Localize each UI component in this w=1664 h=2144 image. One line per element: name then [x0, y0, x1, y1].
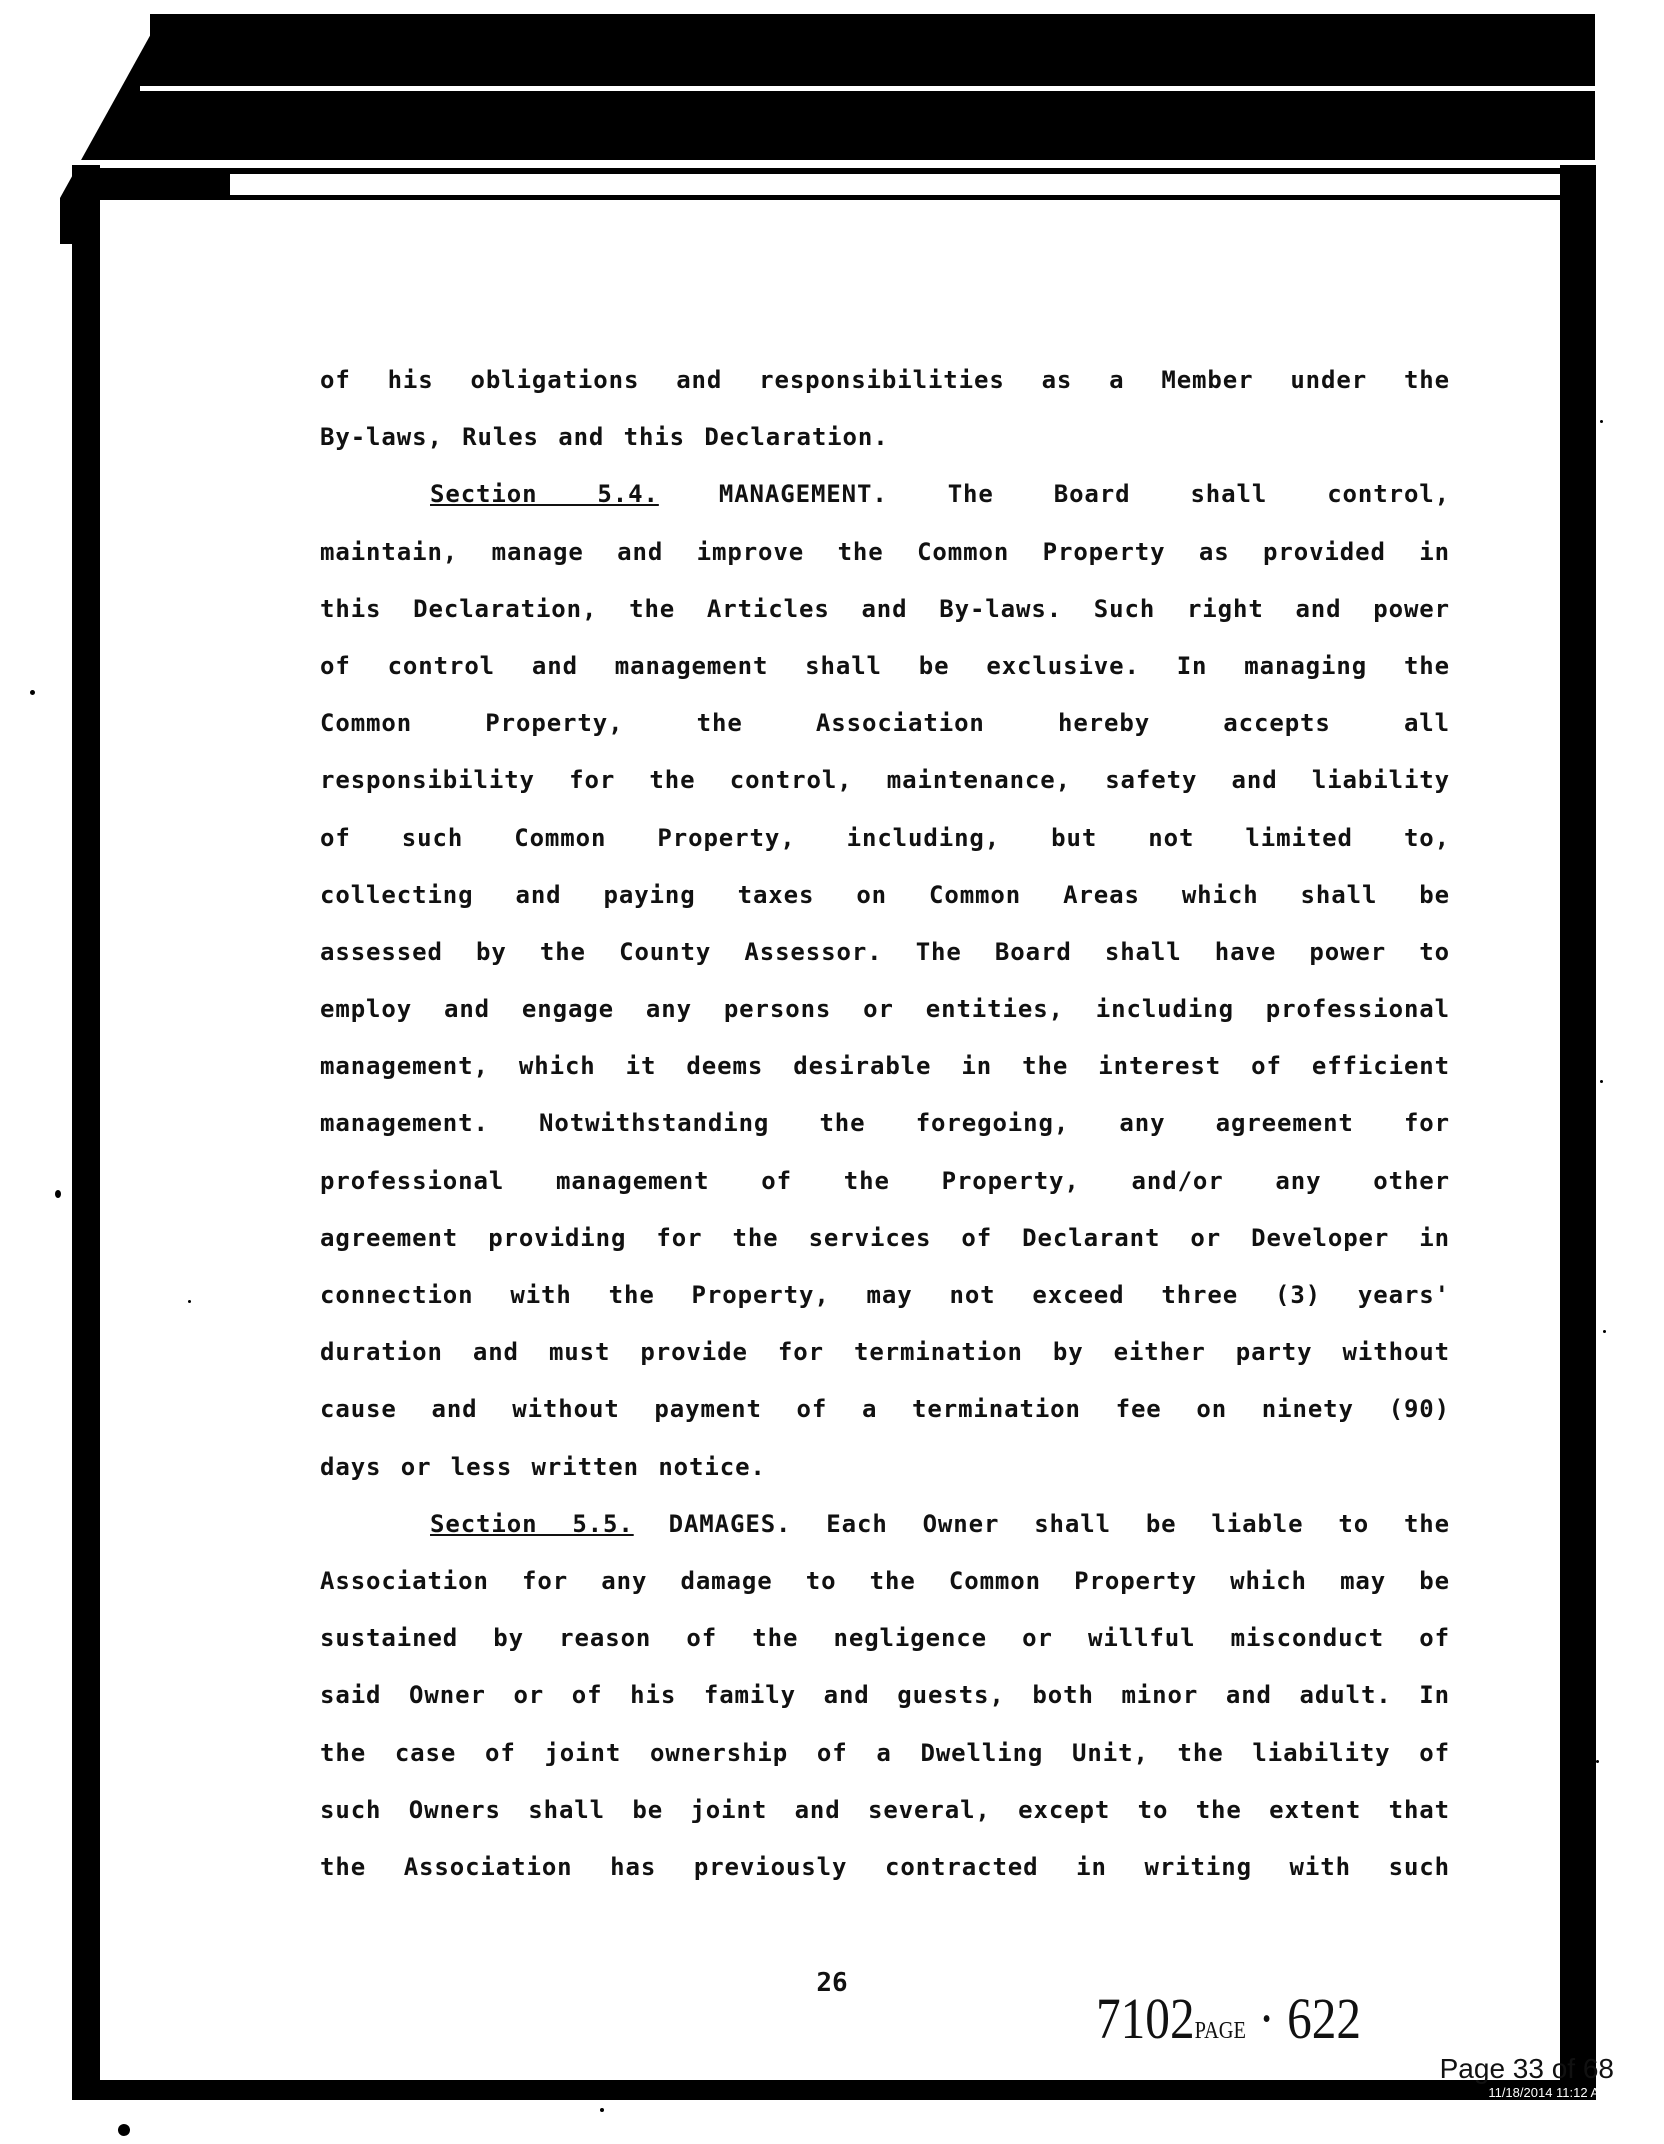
text-line: said Owner or of his family and guests, both minor and adult. In: [320, 1681, 1450, 1710]
page-number: 26: [816, 1968, 848, 1998]
text-line: collecting and paying taxes on Common Areas which shall be: [320, 880, 1450, 909]
book-page-stamp: [1096, 1985, 1361, 2052]
scan-speck: [1600, 420, 1603, 423]
text-fragment: Each Owner shall be liable to the: [826, 1509, 1450, 1538]
text-line: professional management of the Property, and/or any other: [320, 1166, 1450, 1195]
section-heading: MANAGEMENT.: [718, 480, 888, 509]
scan-speck: [1600, 1080, 1603, 1083]
text-line: agreement providing for the services of Declarant or Developer in: [320, 1223, 1450, 1252]
scan-speck: [55, 1190, 61, 1198]
scan-rule: [140, 86, 1595, 91]
section-label: Section 5.4.: [430, 480, 659, 509]
text-line: Common Property, the Association hereby accepts all: [320, 709, 1450, 738]
page-counter: Page 33 of 68: [1439, 2053, 1614, 2084]
text-line: Association for any damage to the Common Property which may be: [320, 1566, 1450, 1595]
scan-speck: [1603, 1330, 1606, 1333]
text-line: By-laws, Rules and this Declaration.: [320, 423, 889, 452]
scan-rule: [70, 160, 1595, 168]
book-number: 7102: [1096, 1986, 1195, 2051]
scan-border-bottom: [72, 2080, 1596, 2100]
text-line: of his obligations and responsibilities as a Member under the: [320, 366, 1450, 394]
text-line: of such Common Property, including, but not limited to,: [320, 823, 1450, 852]
document-body: [320, 352, 1450, 1896]
text-line: sustained by reason of the negligence or willful misconduct of: [320, 1624, 1450, 1653]
text-line: management. Notwithstanding the foregoing, any agreement for: [320, 1109, 1450, 1138]
scan-border-left: [72, 165, 100, 2095]
text-line: connection with the Property, may not exceed three (3) years': [320, 1281, 1450, 1309]
scan-speck: [30, 690, 35, 695]
section-heading: DAMAGES.: [668, 1509, 792, 1538]
book-page-label: PAGE: [1194, 2018, 1246, 2044]
scan-speck: [118, 2124, 130, 2136]
scan-border-top: [150, 14, 1595, 174]
section-heading-line: [320, 466, 1450, 523]
text-line: cause and without payment of a termination fee on ninety (90): [320, 1395, 1450, 1424]
scan-speck: [600, 2108, 604, 2112]
text-fragment: The Board shall control,: [947, 480, 1450, 509]
text-line: duration and must provide for termination by either party without: [320, 1338, 1450, 1367]
text-line: this Declaration, the Articles and By-laws. Such right and power: [320, 594, 1450, 623]
text-line: such Owners shall be joint and several, except to the extent that: [320, 1795, 1450, 1824]
scan-speck: [188, 1300, 191, 1303]
section-label: Section 5.5.: [430, 1509, 634, 1538]
text-line: the case of joint ownership of a Dwelling Unit, the liability of: [320, 1738, 1450, 1767]
text-line: the Association has previously contracted in writing with such: [320, 1852, 1450, 1881]
book-page-separator: ·: [1245, 1986, 1288, 2051]
text-line: responsibility for the control, maintenance, safety and liability: [320, 766, 1450, 795]
text-line: management, which it deems desirable in the interest of efficient: [320, 1052, 1450, 1081]
scan-border-right: [1560, 165, 1596, 2095]
text-line: employ and engage any persons or entities, including professional: [320, 995, 1450, 1024]
section-heading-line: [320, 1496, 1450, 1553]
book-page-number: 622: [1287, 1986, 1362, 2051]
text-line: assessed by the County Assessor. The Board shall have power to: [320, 937, 1450, 966]
text-line: of control and management shall be exclusive. In managing the: [320, 651, 1450, 680]
scan-speck: [1596, 1760, 1599, 1763]
text-line: days or less written notice.: [320, 1452, 766, 1481]
text-line: maintain, manage and improve the Common Property as provided in: [320, 537, 1450, 566]
print-timestamp: 11/18/2014 11:12 AM: [1488, 2085, 1610, 2100]
